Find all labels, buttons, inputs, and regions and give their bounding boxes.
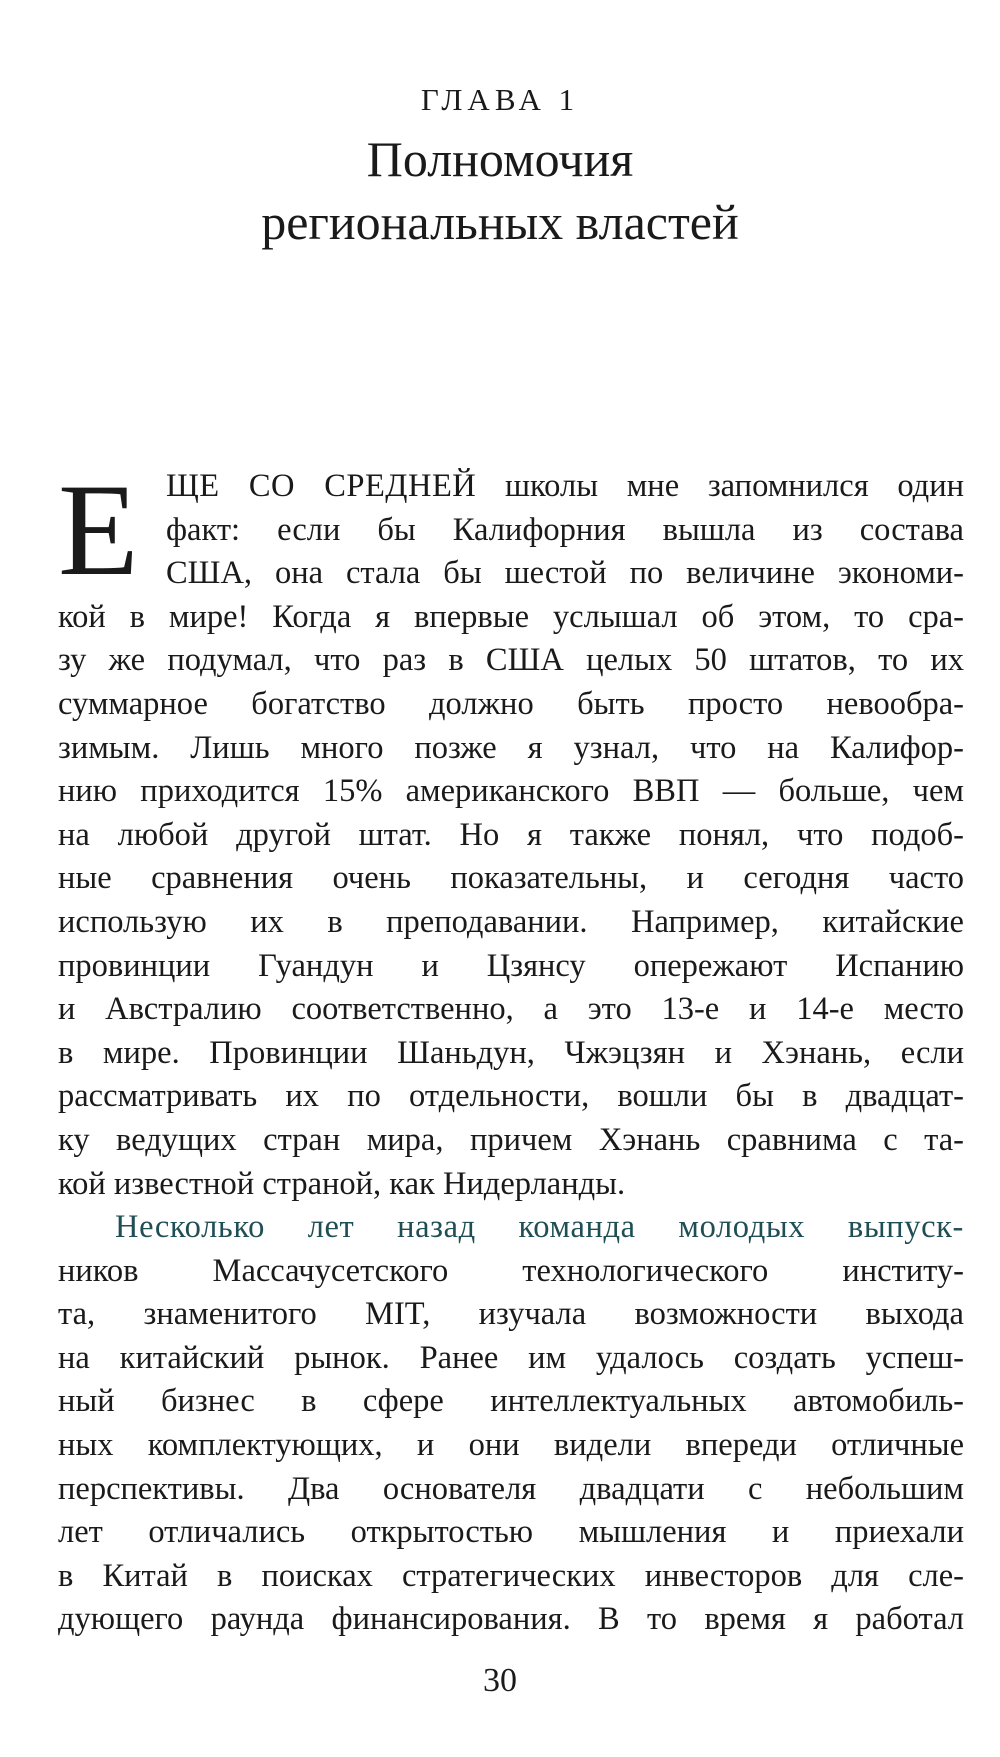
chapter-title-line-1: Полномочия (366, 131, 634, 187)
text-line: провинции Гуандун и Цзянсу опережают Испанию (58, 947, 964, 984)
text-line: факт: если бы Калифорния вышла из состава (166, 511, 964, 548)
text-line: ный бизнес в сфере интеллектуальных автомобиль- (58, 1383, 964, 1420)
text-line: лет отличались открытостью мышления и приехали (58, 1514, 964, 1551)
drop-cap: Е (58, 456, 139, 603)
text-line: использую их в преподавании. Например, китайские (58, 903, 964, 940)
text-line: ные сравнения очень показательны, и сегодня часто (58, 860, 964, 897)
text-line: ЩЕ СО СРЕДНЕЙ школы мне запомнился один (166, 468, 964, 504)
text-line: ных комплектующих, и они видели впереди отличные (58, 1427, 964, 1464)
text-line: и Австралию соответственно, а это 13-е и 14-е место (58, 991, 964, 1028)
lead-in: ЩЕ СО СРЕДНЕЙ (166, 468, 477, 504)
text-line: на любой другой штат. Но я также понял, что подоб- (58, 816, 964, 853)
text-line: рассматривать их по отдельности, вошли бы в двадцат- (58, 1078, 964, 1115)
text-line: США, она стала бы шестой по величине экономи- (166, 555, 964, 592)
text-line: нию приходится 15% американского ВВП — больше, чем (58, 773, 964, 810)
text-line: перспективы. Два основателя двадцати с небольшим (58, 1470, 964, 1507)
text-line: на китайский рынок. Ранее им удалось создать успеш- (58, 1339, 964, 1376)
text-line: кой известной страной, как Нидерланды. (58, 1165, 626, 1202)
body-text (58, 456, 964, 1642)
text-line: кой в мире! Когда я впервые услышал об этом, то сра- (58, 598, 964, 635)
text-line-highlighted: Несколько лет назад команда молодых выпуск- (115, 1209, 964, 1246)
text-line: зимым. Лишь много позже я узнал, что на Калифор- (58, 729, 964, 766)
paragraph-2 (58, 1206, 964, 1642)
chapter-label: ГЛАВА 1 (420, 82, 580, 117)
paragraph-1 (58, 456, 964, 1206)
text-line: дующего раунда финансирования. В то время я работал (58, 1601, 964, 1638)
text-line: суммарное богатство должно быть просто невообра- (58, 685, 964, 722)
chapter-title-line-2: региональных властей (261, 194, 739, 250)
text-line: в мире. Провинции Шаньдун, Чжэцзян и Хэнань, если (58, 1034, 964, 1071)
text-line: та, знаменитого MIT, изучала возможности выхода (58, 1296, 964, 1333)
page-number: 30 (483, 1662, 517, 1699)
text-line: зу же подумал, что раз в США целых 50 штатов, то их (58, 642, 964, 679)
text-line: ников Массачусетского технологического институ- (58, 1252, 964, 1289)
chapter-title (0, 128, 1000, 254)
text-line: ку ведущих стран мира, причем Хэнань сравнима с та- (58, 1121, 964, 1158)
text-line: в Китай в поисках стратегических инвесторов для сле- (58, 1557, 964, 1594)
